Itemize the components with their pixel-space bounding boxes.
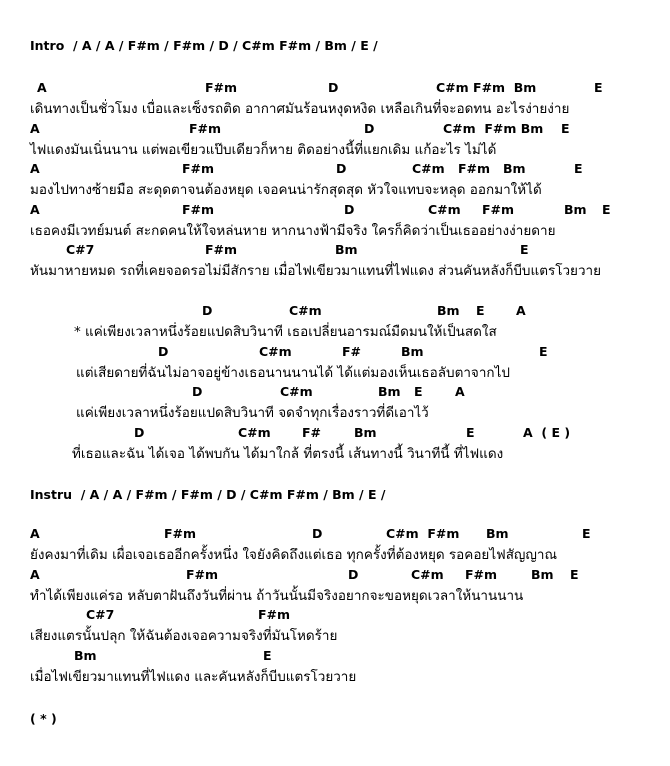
- chord: A: [37, 80, 47, 95]
- chord: F#m: [482, 201, 515, 217]
- instru-progression: Instru / A / A / F#m / F#m / D / C#m F#m / Bm / E /: [30, 487, 386, 502]
- lyric-line: เมื่อไฟเขียวมาแทนที่ไฟแดง และคันหลังก็บีบแตรโวยวาย: [30, 668, 357, 685]
- chord: C#m: [428, 201, 461, 217]
- chord: C#m F#m: [386, 526, 460, 541]
- chord: F#m: [465, 566, 498, 582]
- chord: E: [520, 242, 529, 257]
- chord: D: [134, 424, 145, 440]
- lyric-line: เธอคงมีเวทย์มนต์ สะกดคนให้ใจหล่นหาย หากนางฟ้ามีจริง ใครก็คิดว่าเป็นเธออย่างง่ายดาย: [30, 222, 556, 239]
- chord-line: [0, 648, 670, 664]
- chord: F#m: [205, 80, 238, 95]
- chord: Bm: [437, 303, 460, 318]
- chord-line: [0, 303, 670, 319]
- chord: A: [30, 201, 40, 217]
- lyric-line: เดินทางเป็นชั่วโมง เบื่อและเซ็งรถติด อากาศมันร้อนหงุดหงิด เหลือเกินที่จะอดทน อะไรง่ายง่าย: [30, 101, 570, 117]
- chord-line: [0, 607, 670, 623]
- chord: D: [328, 80, 339, 95]
- chord: F#m: [186, 566, 219, 582]
- chord-line: [0, 567, 670, 583]
- chord: C#m: [259, 343, 292, 359]
- chord-line: [0, 121, 670, 137]
- chord-line: [0, 526, 670, 542]
- chord: E: [561, 120, 570, 136]
- lyric-line: มองไปทางซ้ายมือ สะดุดตาจนต้องหยุด เจอคนน่ารักสุดสุด หัวใจแทบจะหลุด ออกมาให้ได้: [30, 182, 542, 198]
- chord: A: [516, 303, 526, 318]
- chord: C#m: [412, 161, 445, 176]
- chord: C#m: [289, 303, 322, 318]
- lyric-line: แต่เสียดายที่ฉันไม่อาจอยู่ข้างเธอนานนานได้ ได้แต่มองเห็นเธอลับตาจากไป: [76, 364, 510, 381]
- chord: D: [158, 343, 169, 359]
- chord: E: [414, 384, 423, 399]
- chord: Bm: [74, 647, 97, 663]
- chord: Bm: [564, 201, 587, 217]
- chord-line: [0, 161, 670, 177]
- chord: D: [348, 566, 359, 582]
- chord: C#7: [86, 607, 115, 622]
- chord: F#m: [182, 161, 215, 176]
- chord-line: [0, 80, 670, 96]
- chord: F#m: [258, 607, 291, 622]
- chord: C#m: [238, 424, 271, 440]
- chord: Bm: [401, 343, 424, 359]
- lyric-line: แค่เพียงเวลาหนึ่งร้อยแปดสิบวินาที จดจำทุกเรื่องราวที่ดีเอาไว้: [76, 405, 429, 421]
- chord: Bm: [531, 566, 554, 582]
- chord: E: [466, 424, 475, 440]
- chord: F#m: [182, 201, 215, 217]
- chord: Bm: [335, 242, 358, 257]
- lyric-line: ยังคงมาที่เดิม เผื่อเจอเธออีกครั้งหนึ่ง ใจยังคิดถึงแต่เธอ ทุกครั้งที่ต้องหยุด รอคอยไฟสัญญาณ: [30, 547, 558, 563]
- lyric-line: ไฟแดงมันเนิ่นนาน แต่พอเขียวแป๊บเดียวก็หาย ติดอย่างนี้ที่แยกเดิม แก้อะไร ไม่ได้: [30, 141, 497, 158]
- chord: Bm: [503, 161, 526, 176]
- chord: Bm: [354, 424, 377, 440]
- chord: A: [30, 526, 40, 541]
- chord-line: [0, 344, 670, 360]
- chord-line: [0, 425, 670, 441]
- chord: D: [336, 161, 347, 176]
- chord-line: [0, 202, 670, 218]
- chord: A: [30, 566, 40, 582]
- chord: A: [30, 120, 40, 136]
- chord-line: [0, 384, 670, 400]
- chord: C#m: [280, 384, 313, 399]
- chord: F#m: [205, 242, 238, 257]
- chord: E: [263, 647, 272, 663]
- lyric-line: ที่เธอและฉัน ได้เจอ ได้พบกัน ได้มาใกล้ ที่ตรงนี้ เส้นทางนี้ วินาทีนี้ ที่ไฟแดง: [72, 445, 504, 462]
- chord: D: [202, 303, 213, 318]
- chord: E: [594, 80, 603, 95]
- repeat-marker: ( * ): [30, 711, 57, 726]
- intro-progression: Intro / A / A / F#m / F#m / D / C#m F#m / Bm / E /: [30, 38, 378, 53]
- chord: D: [192, 384, 203, 399]
- chord: F#m: [189, 120, 222, 136]
- chord: E: [570, 566, 579, 582]
- chord: C#m: [411, 566, 444, 582]
- chord: F#m: [458, 161, 491, 176]
- lyric-line: * แค่เพียงเวลาหนึ่งร้อยแปดสิบวินาที เธอเปลี่ยนอารมณ์มืดมนให้เป็นสดใส: [74, 324, 497, 340]
- lyric-line: เสียงแตรนั้นปลุก ให้ฉันต้องเจอความจริงที่มันโหดร้าย: [30, 628, 338, 644]
- chord: F#: [302, 424, 322, 440]
- chord: E: [602, 201, 611, 217]
- chord: D: [312, 526, 323, 541]
- chord: E: [574, 161, 583, 176]
- chord: D: [344, 201, 355, 217]
- chord: Bm: [486, 526, 509, 541]
- chord: D: [364, 120, 375, 136]
- chord: E: [539, 343, 548, 359]
- chord: A: [30, 161, 40, 176]
- chord: C#7: [66, 242, 95, 257]
- chord: E: [476, 303, 485, 318]
- chord: C#m F#m Bm: [436, 80, 537, 95]
- chord: F#m: [164, 526, 197, 541]
- lyric-line: หันมาหายหมด รถที่เคยจอดรอไม่มีสักราย เมื่อไฟเขียวมาแทนที่ไฟแดง ส่วนคันหลังก็บีบแตรโวยวาย: [30, 263, 602, 279]
- chord: C#m F#m Bm: [443, 120, 544, 136]
- lyric-line: ทำได้เพียงแค่รอ หลับตาฝันถึงวันที่ผ่าน ถ้าวันนั้นมีจริงอยากจะขอหยุดเวลาให้นานนาน: [30, 587, 524, 604]
- chord: E: [582, 526, 591, 541]
- chord-line: [0, 242, 670, 258]
- chord: Bm: [378, 384, 401, 399]
- chord: A ( E ): [523, 424, 571, 440]
- chord: A: [455, 384, 465, 399]
- chord: F#: [342, 343, 362, 359]
